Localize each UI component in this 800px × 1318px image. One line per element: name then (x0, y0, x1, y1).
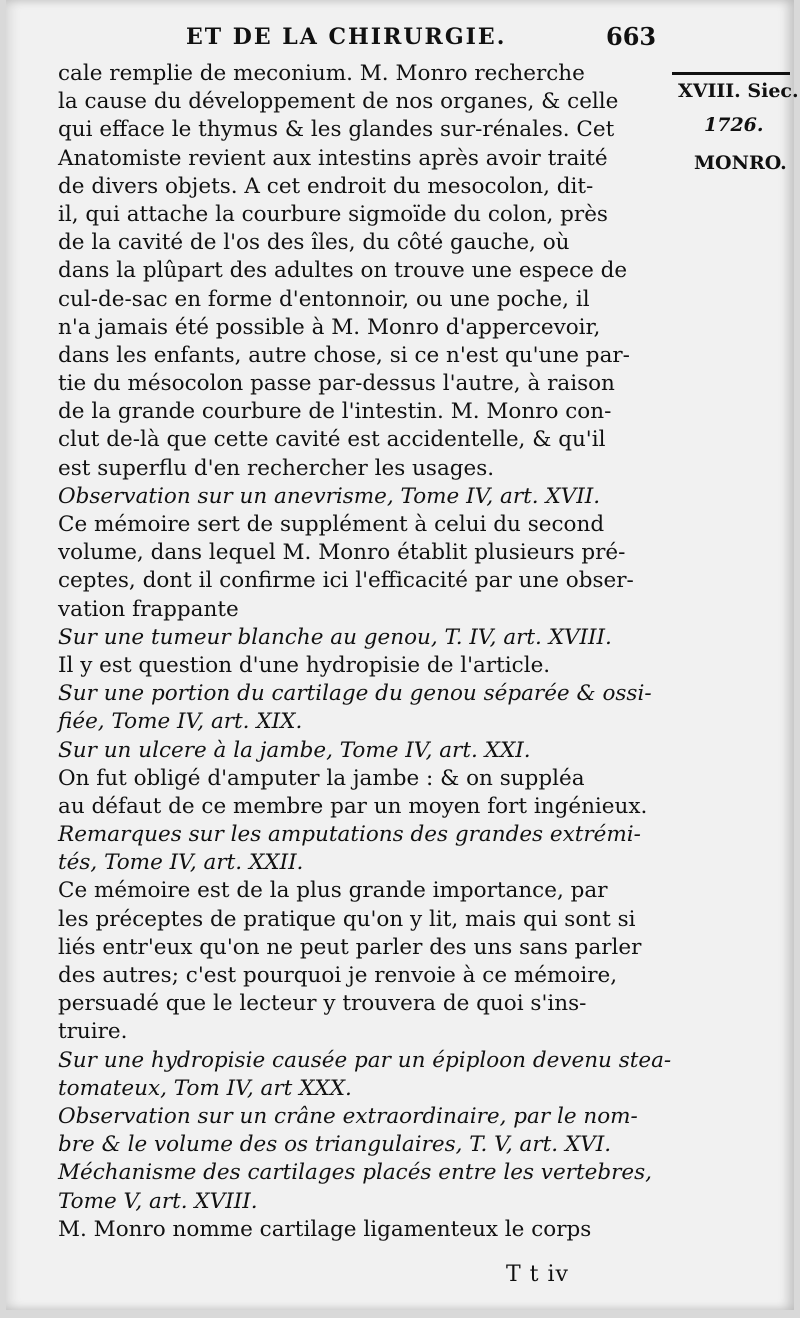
text-line: M. Monro nomme cartilage ligamenteux le corps (58, 1216, 592, 1242)
text-line: Sur un ulcere à la jambe, Tome IV, art. XXI. (58, 737, 531, 763)
text-line: qui efface le thymus & les glandes sur-rénales. Cet (58, 117, 615, 143)
text-line: la cause du développement de nos organes, & celle (58, 89, 619, 115)
text-line: vation frappante (58, 596, 239, 622)
text-line: Il y est question d'une hydropisie de l'article. (58, 652, 551, 678)
text-line: clut de-là que cette cavité est accidentelle, & qu'il (58, 427, 606, 453)
text-line: On fut obligé d'amputer la jambe : & on suppléa (58, 765, 585, 791)
page-header (6, 14, 794, 54)
text-line: volume, dans lequel M. Monro établit plusieurs pré- (58, 540, 626, 566)
margin-century: XVIII. Siec. (678, 80, 799, 102)
text-line: au défaut de ce membre par un moyen fort ingénieux. (58, 793, 648, 819)
text-line: fiée, Tome IV, art. XIX. (58, 709, 303, 735)
text-line: liés entr'eux qu'on ne peut parler des uns sans parler (58, 934, 642, 960)
text-line: Ce mémoire sert de supplément à celui du second (58, 512, 605, 537)
text-line: Observation sur un crâne extraordinaire, par le nom- (58, 1103, 638, 1129)
text-line: il, qui attache la courbure sigmoïde du colon, près (58, 201, 608, 227)
text-line: Tome V, art. XVIII. (58, 1188, 258, 1214)
text-line: tomateux, Tom IV, art XXX. (58, 1075, 352, 1101)
margin-year: 1726. (704, 114, 764, 136)
text-line: persuadé que le lecteur y trouvera de quoi s'ins- (58, 991, 587, 1017)
text-line: cul-de-sac en forme d'entonnoir, ou une poche, il (58, 286, 590, 312)
text-line: les préceptes de pratique qu'on y lit, mais qui sont si (58, 906, 636, 932)
text-line: Remarques sur les amputations des grandes extrémi- (58, 822, 641, 848)
text-line: ceptes, dont il confirme ici l'efficacité par une obser- (58, 568, 634, 594)
running-head: ET DE LA CHIRURGIE. (186, 24, 507, 50)
text-line: tie du mésocolon passe par-dessus l'autre, à raison (58, 371, 615, 397)
text-line: bre & le volume des os triangulaires, T. V, art. XVI. (58, 1132, 612, 1158)
text-line: de la cavité de l'os des îles, du côté gauche, où (58, 230, 570, 256)
text-line: dans la plûpart des adultes on trouve une espece de (58, 258, 628, 284)
text-line: cale remplie de meconium. M. Monro recherche (58, 61, 585, 86)
body-text (58, 60, 672, 1244)
text-line: Anatomiste revient aux intestins après avoir traité (58, 145, 608, 171)
margin-rule (672, 72, 790, 75)
text-line: n'a jamais été possible à M. Monro d'appercevoir, (58, 314, 601, 340)
text-line: Méchanisme des cartilages placés entre les vertebres, (58, 1160, 652, 1186)
text-line: Sur une portion du cartilage du genou séparée & ossi- (58, 681, 652, 707)
text-line: dans les enfants, autre chose, si ce n'est qu'une par- (58, 342, 630, 368)
text-line: Observation sur un anevrisme, Tome IV, art. XVII. (58, 483, 601, 509)
text-line: de divers objets. A cet endroit du mesocolon, dit- (58, 173, 594, 199)
text-line: Sur une hydropisie causée par un épiploon devenu stea- (58, 1047, 672, 1073)
text-line: truire. (58, 1019, 128, 1045)
text-line: Ce mémoire est de la plus grande importance, par (58, 878, 608, 904)
text-line: est superflu d'en rechercher les usages. (58, 455, 495, 481)
text-line: de la grande courbure de l'intestin. M. Monro con- (58, 399, 612, 425)
text-line: des autres; c'est pourquoi je renvoie à ce mémoire, (58, 963, 618, 988)
page-number: 663 (606, 22, 657, 51)
text-line: tés, Tome IV, art. XXII. (58, 850, 304, 876)
signature-mark: T t iv (506, 1262, 569, 1287)
book-page (6, 0, 799, 1310)
margin-author: MONRO. (694, 152, 787, 174)
text-line: Sur une tumeur blanche au genou, T. IV, art. XVIII. (58, 624, 612, 650)
